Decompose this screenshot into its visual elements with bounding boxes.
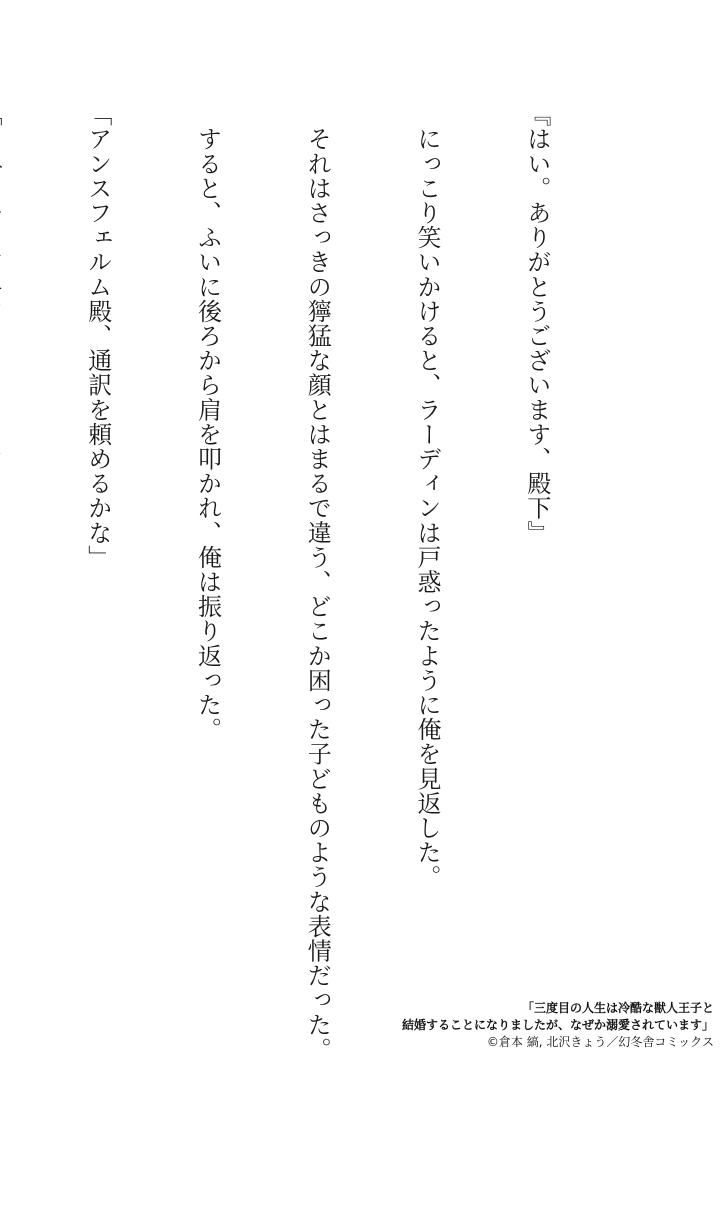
caption-title-line1: 「三度目の人生は冷酷な獣人王子と — [521, 1001, 714, 1015]
caption-credit: ©倉本 縞, 北沢きょう／幻冬舎コミックス — [486, 1035, 714, 1049]
caption-title-line2: 結婚することになりましたが、なぜか溺愛されています」 — [401, 1018, 714, 1032]
text-line: 『はい。ありがとうございます、殿下』 — [522, 102, 551, 545]
text-line: 「アンスフェルム殿、通訳を頼めるかな」 — [83, 102, 112, 570]
text-line: それはさっきの獰猛な顔とはまるで違う、どこか困った子どものような表情だった。 — [303, 102, 332, 1062]
text-line: にっこり笑いかけると、ラーディンは戸惑ったように俺を見返した。 — [413, 102, 442, 890]
text-line: すると、ふいに後ろから肩を叩かれ、俺は振り返った。 — [193, 102, 222, 742]
text-line — [0, 102, 6, 902]
book-caption — [254, 1000, 714, 1051]
